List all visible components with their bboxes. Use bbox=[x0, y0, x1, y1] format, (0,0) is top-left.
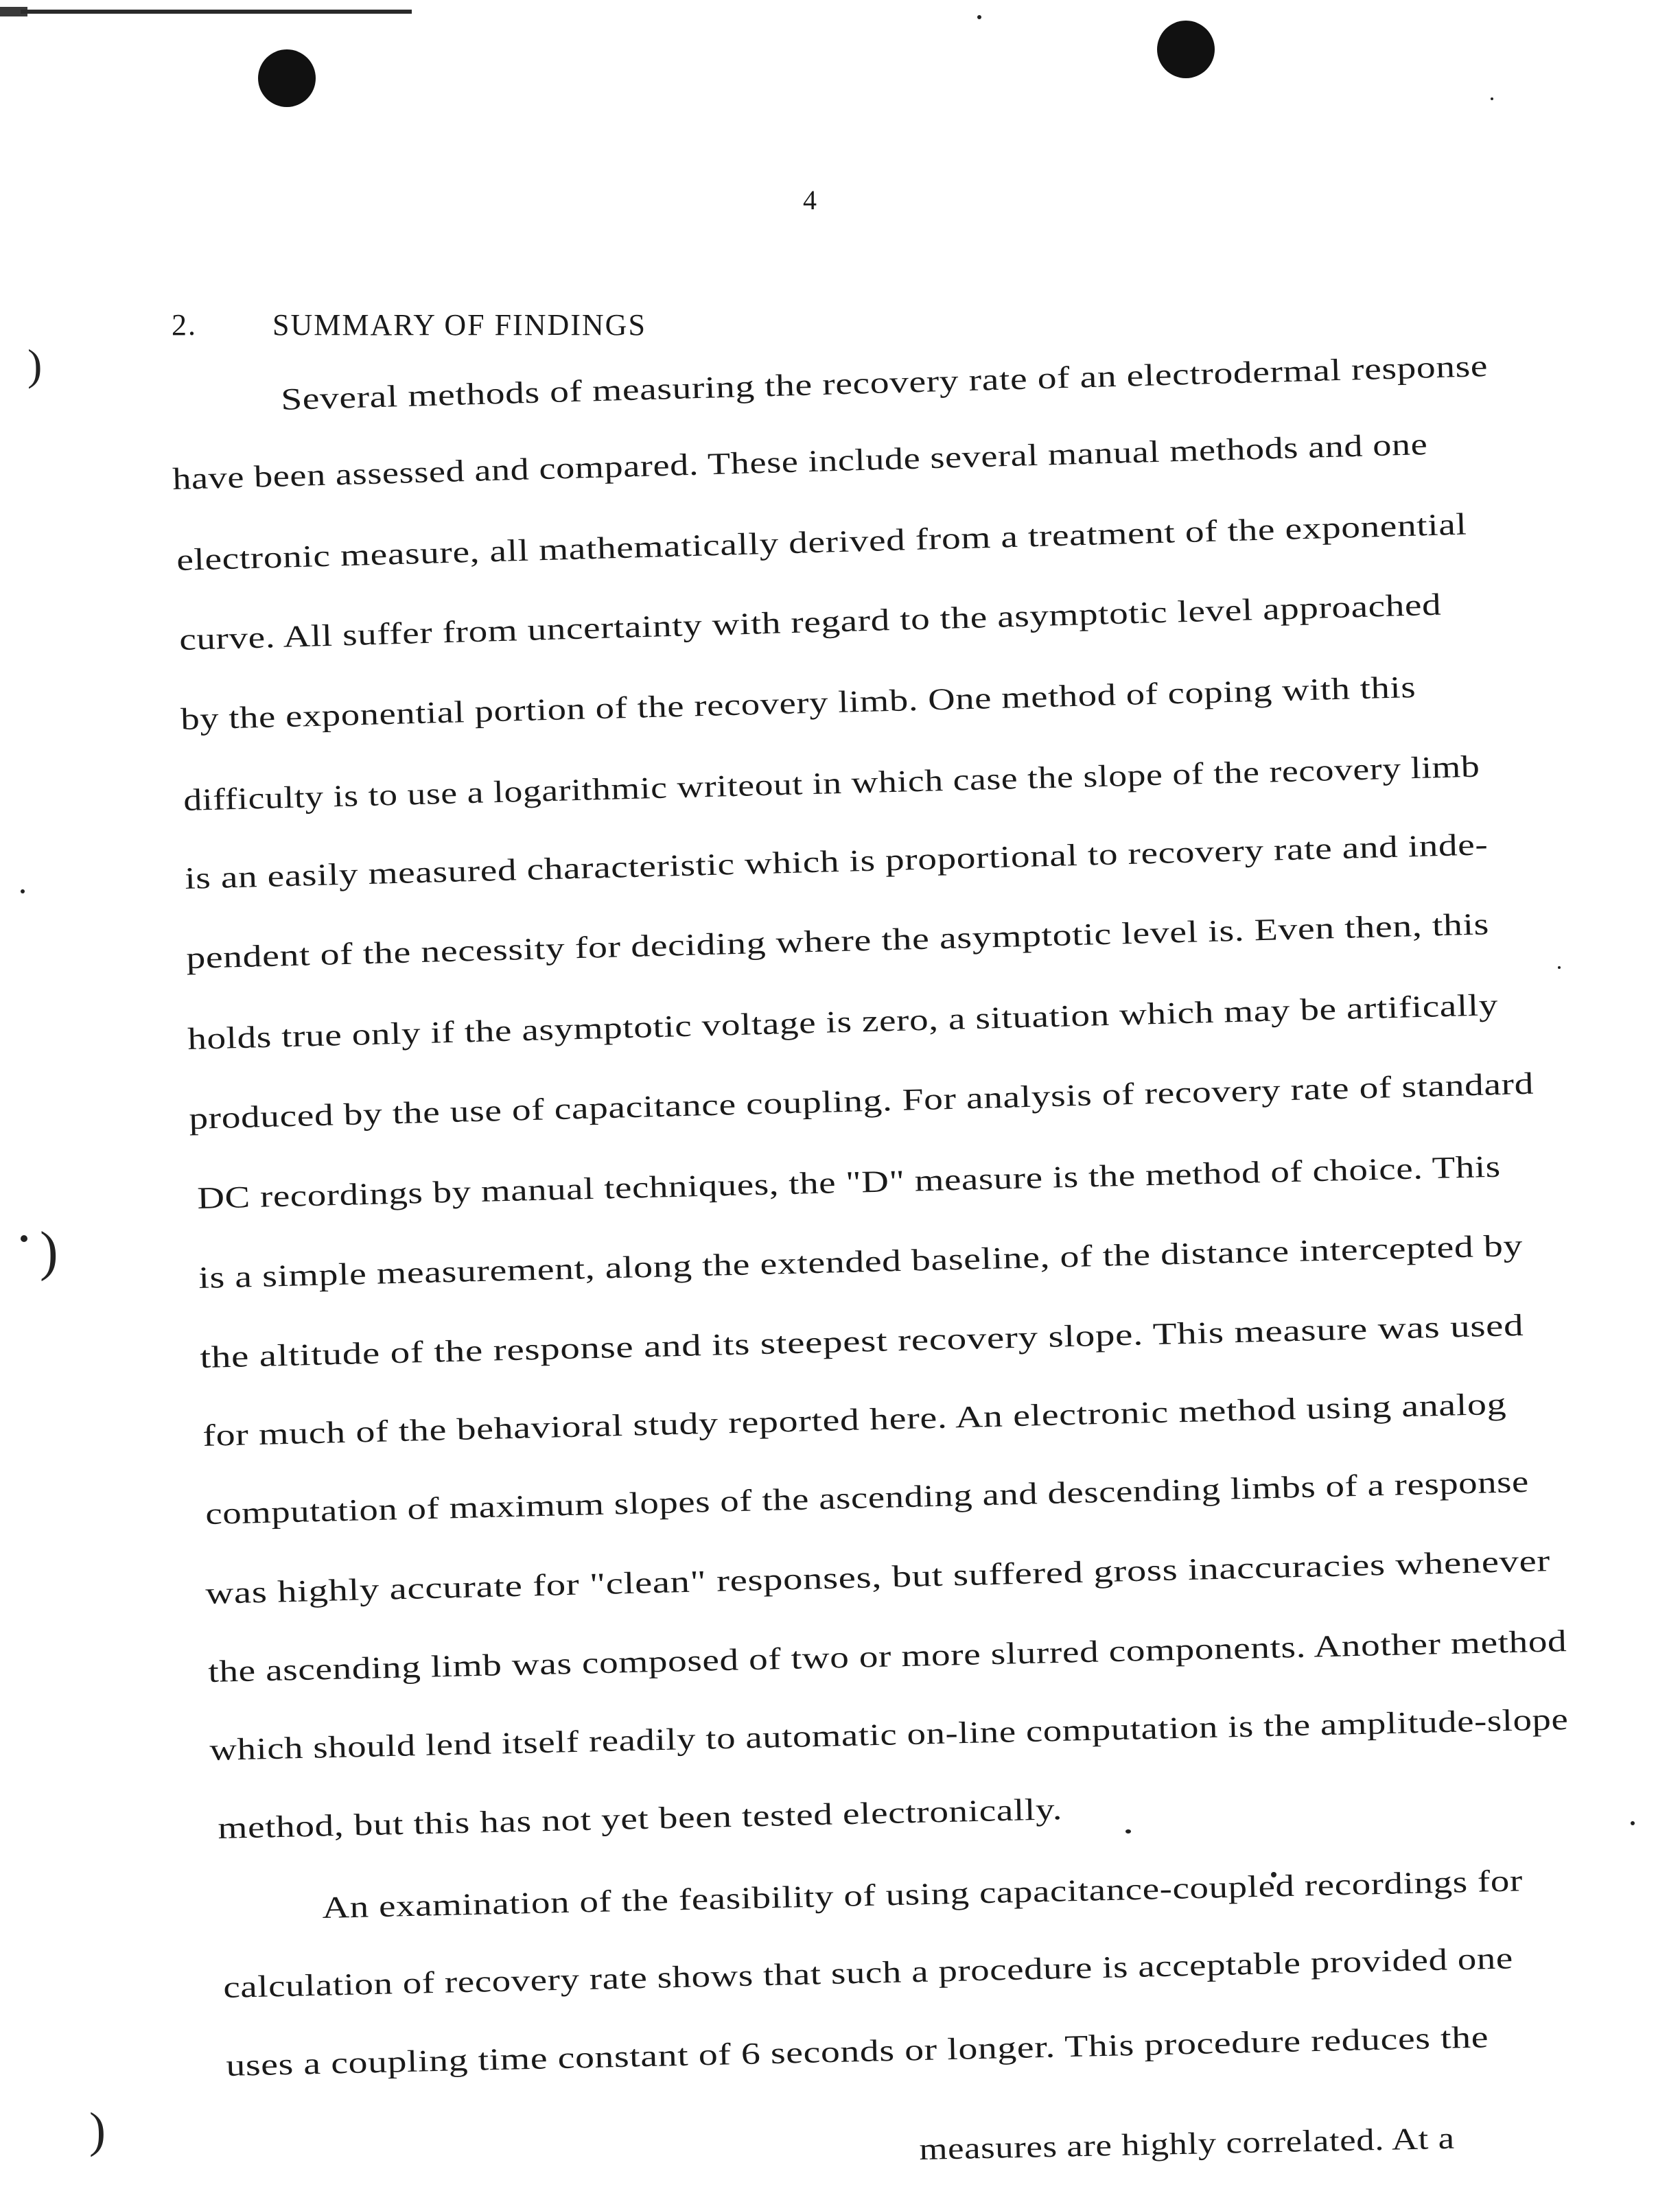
paragraph-2-line: uses a coupling time constant of 6 seconds or longer. This procedure reduces the bbox=[225, 2019, 1489, 2083]
paragraph-1-line: was highly accurate for "clean" responses, but suffered gross inaccuracies whenever bbox=[205, 1543, 1551, 1611]
section-title: SUMMARY OF FINDINGS bbox=[272, 308, 646, 342]
paragraph-1-line: is an easily measured characteristic which is proportional to recovery rate and inde- bbox=[184, 827, 1489, 896]
paragraph-2-line: calculation of recovery rate shows that such a procedure is acceptable provided one bbox=[222, 1941, 1514, 2005]
paragraph-1-line: holds true only if the asymptotic voltage is zero, a situation which may be artifically bbox=[187, 987, 1499, 1057]
scan-speck bbox=[977, 15, 981, 19]
punch-hole-left bbox=[258, 49, 316, 107]
paragraph-2-line: measures are highly correlated. At a bbox=[918, 2120, 1456, 2167]
paragraph-1-line: electronic measure, all mathematically derived from a treatment of the exponential bbox=[176, 506, 1468, 578]
paragraph-1-line: the ascending limb was composed of two or more slurred components. Another method bbox=[207, 1624, 1567, 1689]
paragraph-1-line: is a simple measurement, along the extended baseline, of the distance intercepted by bbox=[198, 1228, 1524, 1296]
scan-speck bbox=[1558, 966, 1561, 969]
scan-speck bbox=[1491, 97, 1493, 100]
page-number: 4 bbox=[803, 185, 817, 215]
punch-hole-right bbox=[1157, 21, 1215, 78]
paragraph-1-line: pendent of the necessity for deciding where the asymptotic level is. Even then, this bbox=[185, 906, 1490, 976]
paragraph-2-line: An examination of the feasibility of using capacitance-coupled recordings for bbox=[321, 1863, 1524, 1925]
scan-speck bbox=[1631, 1821, 1635, 1825]
paragraph-1-line: computation of maximum slopes of the ascending and descending limbs of a response bbox=[205, 1464, 1530, 1532]
margin-bracket-mark: ) bbox=[89, 2103, 106, 2157]
scan-speck bbox=[21, 889, 25, 893]
paragraph-1-line: which should lend itself readily to automatic on-line computation is the amplitude-slope bbox=[209, 1702, 1569, 1768]
paragraph-1-line: have been assessed and compared. These include several manual methods and one bbox=[172, 426, 1428, 497]
paragraph-1-line: curve. All suffer from uncertainty with regard to the asymptotic level approached bbox=[178, 587, 1442, 657]
paragraph-1-line: difficulty is to use a logarithmic writeout in which case the slope of the recovery limb bbox=[183, 749, 1480, 818]
margin-bracket-mark: ) bbox=[27, 340, 43, 389]
paragraph-1-line: by the exponential portion of the recovery limb. One method of coping with this bbox=[180, 669, 1416, 737]
section-number: 2. bbox=[172, 308, 197, 342]
scan-edge-bar bbox=[21, 10, 412, 14]
paragraph-1-line: the altitude of the response and its steepest recovery slope. This measure was used bbox=[199, 1307, 1524, 1375]
scan-speck bbox=[1125, 1829, 1131, 1834]
section-heading bbox=[172, 307, 646, 342]
paragraph-1-line: method, but this has not yet been tested electronically. bbox=[217, 1792, 1063, 1846]
margin-bracket-mark: ) bbox=[40, 1221, 58, 1282]
scan-speck bbox=[21, 1235, 27, 1242]
paragraph-1-line: produced by the use of capacitance coupling. For analysis of recovery rate of standard bbox=[188, 1066, 1535, 1136]
paragraph-1-line: Several methods of measuring the recovery rate of an electrodermal response bbox=[280, 348, 1489, 417]
paragraph-1-line: for much of the behavioral study reported here. An electronic method using analog bbox=[202, 1386, 1507, 1453]
paragraph-1-line: DC recordings by manual techniques, the "D" measure is the method of choice. This bbox=[196, 1149, 1502, 1216]
